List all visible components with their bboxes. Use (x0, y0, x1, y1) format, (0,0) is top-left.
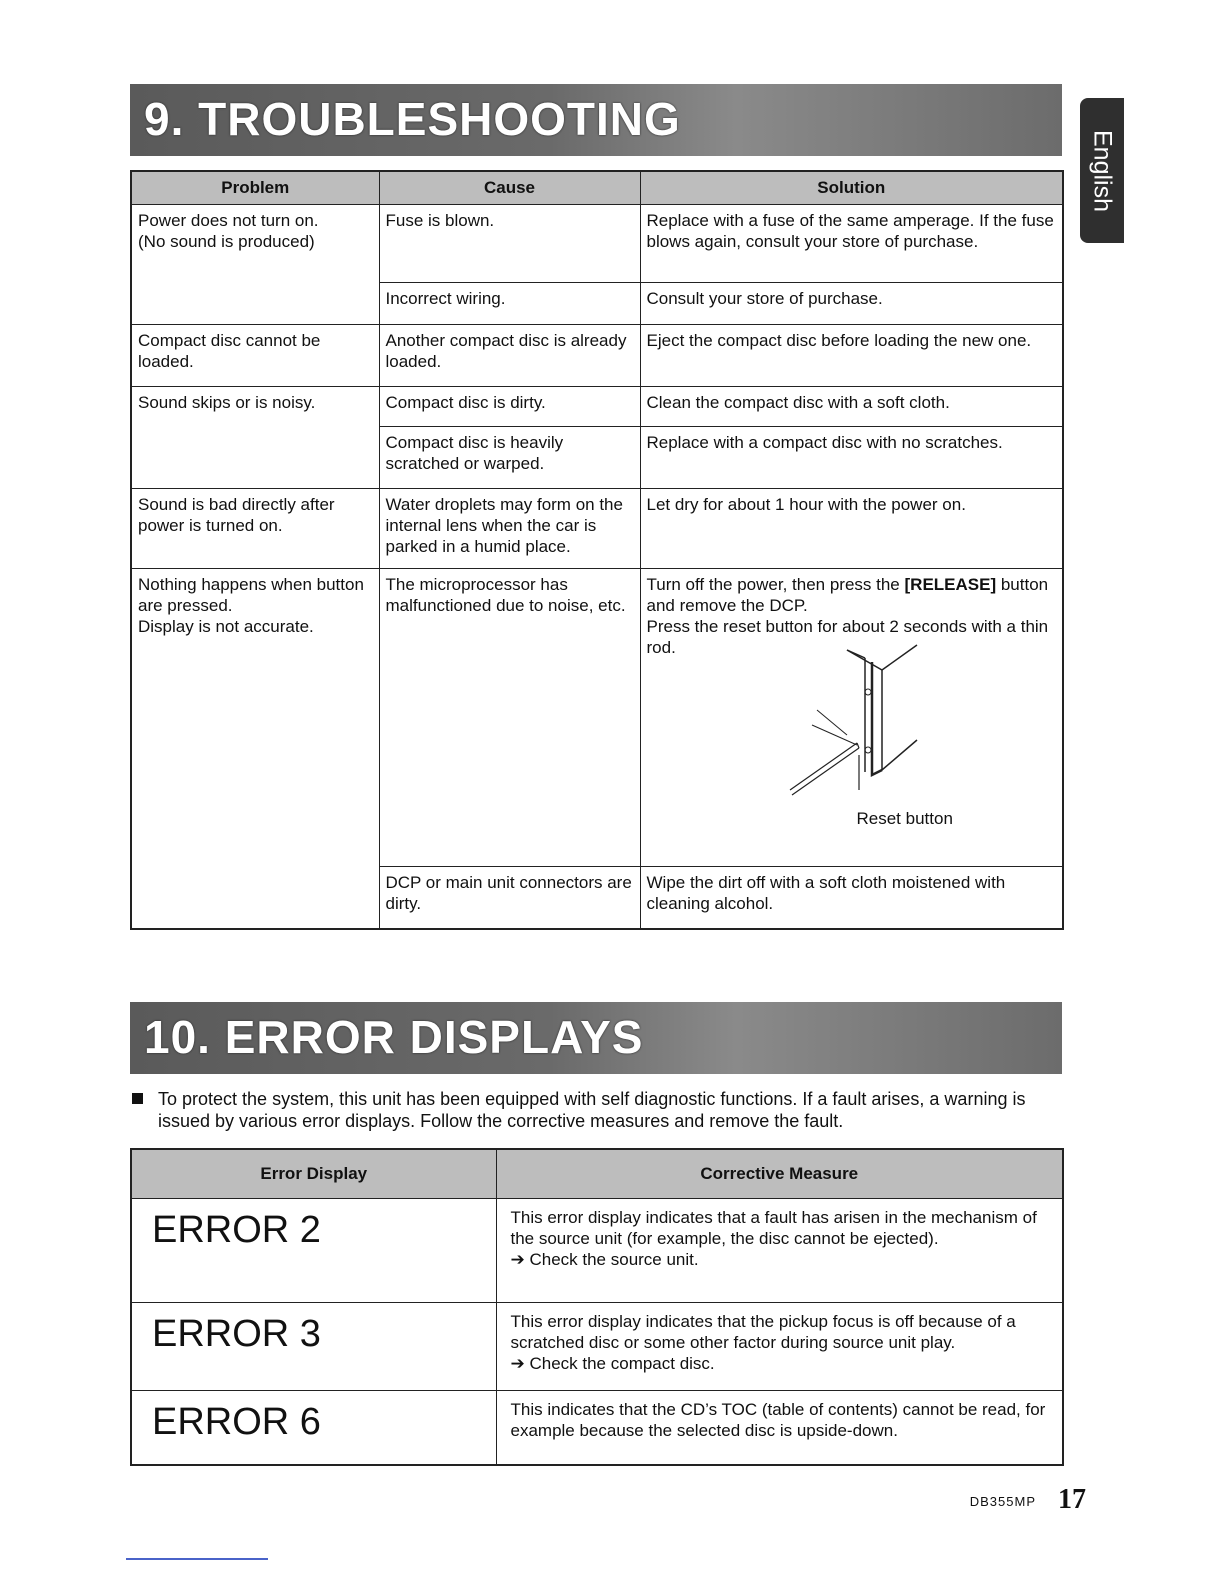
problem-cell: Nothing happens when button are pressed. Display is not accurate. (131, 569, 379, 867)
cause-cell: Compact disc is dirty. (379, 387, 640, 427)
problem-cell: Sound skips or is noisy. (131, 387, 379, 427)
error-description: This error display indicates that the pickup focus is off because of a scratched disc or some other factor during source unit play. (510, 1312, 1016, 1352)
error-measure-cell (496, 1199, 1063, 1303)
problem-cell (131, 283, 379, 325)
table-row (131, 387, 1063, 427)
reset-text-post: button and remove the DCP. Press the reset button for about 2 seconds with a thin rod. (646, 575, 1049, 657)
solution-cell: Clean the compact disc with a soft cloth. (640, 387, 1063, 427)
solution-cell (640, 569, 1063, 867)
error-code: ERROR 2 (131, 1199, 496, 1303)
problem-cell: Sound is bad directly after power is turned on. (131, 489, 379, 569)
troubleshooting-header-row (131, 171, 1063, 205)
solution-cell: Replace with a fuse of the same amperage. If the fuse blows again, consult your store of purchase. (640, 205, 1063, 283)
problem-cell: Power does not turn on. (No sound is produced) (131, 205, 379, 283)
table-row (131, 325, 1063, 387)
cause-cell: Another compact disc is already loaded. (379, 325, 640, 387)
error-displays-title: 10. ERROR DISPLAYS (144, 1010, 644, 1063)
reset-figure-area (647, 658, 1057, 858)
error-action (511, 1249, 1051, 1270)
header-corrective-measure: Corrective Measure (496, 1149, 1063, 1199)
error-displays-banner (130, 1002, 1062, 1074)
error-measure-cell (496, 1303, 1063, 1391)
troubleshooting-table (130, 170, 1064, 930)
cause-cell: DCP or main unit connectors are dirty. (379, 867, 640, 929)
problem-cell (131, 867, 379, 929)
cause-cell: Water droplets may form on the internal lens when the car is parked in a humid place. (379, 489, 640, 569)
table-row (131, 283, 1063, 325)
solution-cell: Eject the compact disc before loading the new one. (640, 325, 1063, 387)
error-table (130, 1148, 1064, 1466)
error-code: ERROR 3 (131, 1303, 496, 1391)
solution-cell: Let dry for about 1 hour with the power on. (640, 489, 1063, 569)
table-row (131, 1199, 1063, 1303)
reset-button-illustration (787, 630, 987, 805)
error-action-text: Check the compact disc. (529, 1354, 715, 1373)
problem-cell: Compact disc cannot be loaded. (131, 325, 379, 387)
cause-cell: The microprocessor has malfunctioned due to noise, etc. (379, 569, 640, 867)
model-number: DB355MP (969, 1494, 1036, 1509)
error-description: This error display indicates that a fault has arisen in the mechanism of the source unit (for example, the disc cannot be ejected). (510, 1208, 1037, 1248)
troubleshooting-banner (130, 84, 1062, 156)
table-row (131, 427, 1063, 489)
table-row (131, 1391, 1063, 1465)
cause-cell: Fuse is blown. (379, 205, 640, 283)
header-solution: Solution (640, 171, 1063, 205)
header-error-display: Error Display (131, 1149, 496, 1199)
error-action (511, 1353, 1051, 1374)
arrow-right-icon: ➔ (510, 1250, 530, 1269)
header-cause: Cause (379, 171, 640, 205)
error-action-text: Check the source unit. (529, 1250, 699, 1269)
troubleshooting-title: 9. TROUBLESHOOTING (144, 92, 681, 145)
cause-cell: Incorrect wiring. (379, 283, 640, 325)
table-row (131, 489, 1063, 569)
error-intro-text: To protect the system, this unit has been equipped with self diagnostic functions. If a fault arises, a warning is issued by various error displays. Follow the corrective measures and remove the fault. (158, 1089, 1026, 1131)
footer-rule (126, 1558, 268, 1560)
table-row (131, 569, 1063, 867)
language-tab-label: English (1088, 129, 1117, 212)
release-key: [RELEASE] (904, 575, 997, 594)
page-number: 17 (1058, 1484, 1086, 1515)
cause-cell: Compact disc is heavily scratched or warped. (379, 427, 640, 489)
arrow-right-icon: ➔ (510, 1354, 530, 1373)
error-description: This indicates that the CD’s TOC (table of contents) cannot be read, for example because the selected disc is upside-down. (510, 1400, 1046, 1440)
error-measure-cell (496, 1391, 1063, 1465)
reset-text-pre: Turn off the power, then press the (646, 575, 905, 594)
table-row (131, 867, 1063, 929)
solution-cell: Consult your store of purchase. (640, 283, 1063, 325)
error-intro (130, 1088, 1070, 1132)
language-tab (1080, 98, 1124, 243)
problem-cell (131, 427, 379, 489)
bullet-square-icon (132, 1093, 143, 1104)
header-problem: Problem (131, 171, 379, 205)
reset-button-label: Reset button (856, 809, 953, 828)
table-row (131, 205, 1063, 283)
solution-cell: Replace with a compact disc with no scratches. (640, 427, 1063, 489)
solution-cell: Wipe the dirt off with a soft cloth moistened with cleaning alcohol. (640, 867, 1063, 929)
table-row (131, 1303, 1063, 1391)
error-code: ERROR 6 (131, 1391, 496, 1465)
error-header-row (131, 1149, 1063, 1199)
